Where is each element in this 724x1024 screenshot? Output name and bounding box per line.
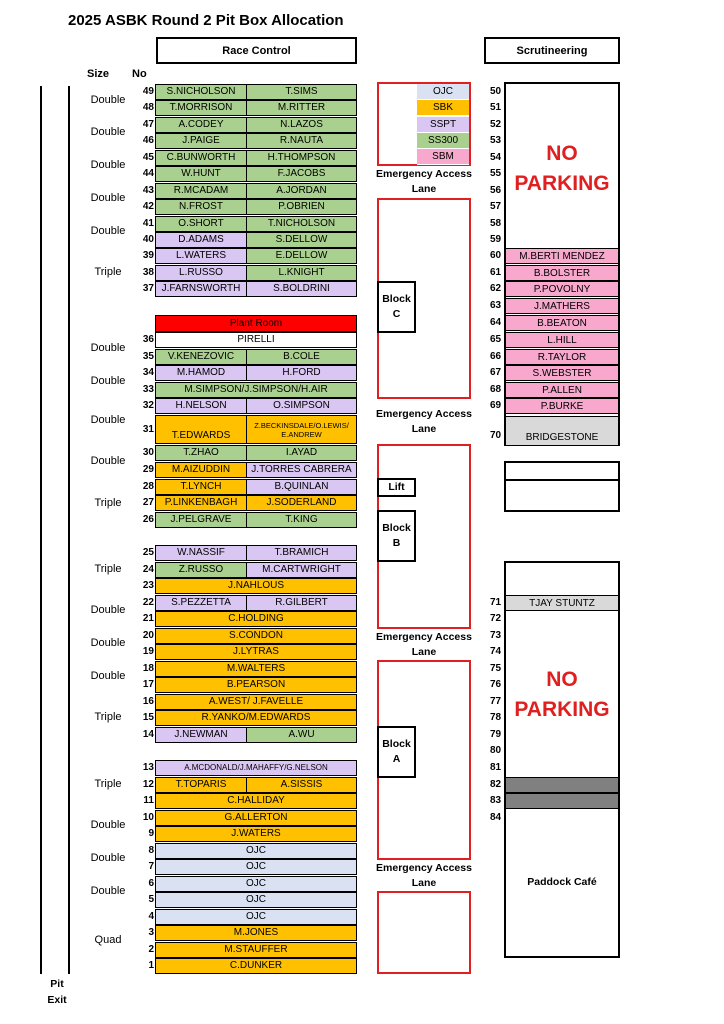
emergency-lane-3: Emergency Access Lane — [376, 631, 472, 658]
pit-box-team-cell: M.CARTWRIGHT — [247, 562, 357, 578]
box-number: 25 — [142, 547, 154, 558]
pit-box-team-cell: M.AIZUDDIN — [155, 462, 247, 478]
right-pit-box: BRIDGESTONE — [506, 416, 618, 446]
right-box-number: 83 — [490, 795, 502, 806]
pit-lane-line-outer — [40, 86, 42, 974]
pit-box-team-cell: C.DUNKER — [155, 958, 357, 974]
no-parking-upper — [506, 139, 618, 199]
box-number: 47 — [142, 119, 154, 130]
pit-box-team-cell: O.SIMPSON — [247, 398, 357, 414]
pit-box-team-cell: OJC — [155, 892, 357, 908]
right-box-number: 66 — [490, 351, 502, 362]
pit-box-team-cell: J.FARNSWORTH — [155, 281, 247, 297]
block-c: Block C — [377, 281, 416, 333]
pit-box-team-cell: N.LAZOS — [247, 117, 357, 133]
small-empty-box — [504, 461, 620, 481]
pit-box-team-cell: T.KING — [247, 512, 357, 528]
page-title: 2025 ASBK Round 2 Pit Box Allocation — [68, 12, 344, 29]
right-box-number: 63 — [490, 300, 502, 311]
right-box-number: 80 — [490, 745, 502, 756]
race-control-header: Race Control — [156, 37, 357, 64]
right-box-number: 84 — [490, 812, 502, 823]
pit-box-team-cell: F.JACOBS — [247, 166, 357, 182]
box-number: 18 — [142, 663, 154, 674]
pit-box-team-cell: OJC — [155, 843, 357, 859]
right-box-number: 82 — [490, 779, 502, 790]
pit-box-team-cell: V.KENEZOVIC — [155, 349, 247, 365]
right-pit-box: P.BURKE — [506, 398, 618, 414]
pit-box-team-cell: M.HAMOD — [155, 365, 247, 381]
right-box-number: 69 — [490, 400, 502, 411]
box-number: 31 — [142, 423, 154, 435]
box-number: 2 — [148, 944, 154, 955]
box-number: 13 — [142, 762, 154, 773]
pit-box-team-cell: P.OBRIEN — [247, 199, 357, 215]
pit-box-team-cell: Z.BECKINSDALE/O.LEWIS/ E.ANDREW — [247, 415, 357, 444]
right-box-number: 64 — [490, 317, 502, 328]
right-box-number: 79 — [490, 729, 502, 740]
pit-box-team-cell: A.CODEY — [155, 117, 247, 133]
right-box-number: 52 — [490, 119, 502, 130]
emergency-lane-4: Emergency Access Lane — [376, 862, 472, 889]
pit-box-team-cell: H.THOMPSON — [247, 150, 357, 166]
box-number: 16 — [142, 696, 154, 707]
size-label: Double — [90, 225, 126, 237]
pit-box-team-cell: M.WALTERS — [155, 661, 357, 677]
pit-box-team-cell: M.STAUFFER — [155, 942, 357, 958]
box-number: 37 — [142, 283, 154, 294]
pit-box-team-cell: A.SISSIS — [247, 777, 357, 793]
pit-box-team-cell: E.DELLOW — [247, 248, 357, 264]
size-label: Triple — [94, 266, 122, 278]
pit-box-team-cell: PIRELLI — [155, 332, 357, 348]
legend-item: SBM — [417, 149, 469, 165]
pit-box-team-cell: T.SIMS — [247, 84, 357, 100]
pit-box-team-cell: R.GILBERT — [247, 595, 357, 611]
right-pit-box: M.BERTI MENDEZ — [506, 248, 618, 264]
size-column-header: Size — [87, 68, 110, 80]
legend-item: SBK — [417, 100, 469, 116]
pit-box-team-cell: T.EDWARDS — [155, 415, 247, 444]
box-number: 41 — [142, 218, 154, 229]
emergency-lane-2: Emergency Access Lane — [376, 408, 472, 435]
size-label: Double — [90, 604, 126, 616]
size-label: Double — [90, 852, 126, 864]
size-label: Double — [90, 885, 126, 897]
pit-box-team-cell: M.JONES — [155, 925, 357, 941]
pit-box-team-cell: A.WEST/ J.FAVELLE — [155, 694, 357, 710]
pit-box-team-cell: T.MORRISON — [155, 100, 247, 116]
pit-box-team-cell: R.NAUTA — [247, 133, 357, 149]
right-pit-box: R.TAYLOR — [506, 349, 618, 365]
no-parking-upper-text: NO PARKING — [514, 142, 610, 195]
box-number: 38 — [142, 267, 154, 278]
right-box-number: 72 — [490, 613, 502, 624]
size-label: Double — [90, 375, 126, 387]
box-number: 36 — [142, 334, 154, 345]
pit-box-team-cell: J.PAIGE — [155, 133, 247, 149]
scrutineering-header: Scrutineering — [484, 37, 620, 64]
right-box-number: 55 — [490, 168, 502, 179]
box-number: 27 — [142, 497, 154, 508]
pit-box-team-cell: W.HUNT — [155, 166, 247, 182]
pit-exit-line-2: Exit — [47, 994, 67, 1006]
pit-box-team-cell: T.NICHOLSON — [247, 216, 357, 232]
pit-box-team-cell: L.RUSSO — [155, 265, 247, 281]
right-box-number: 81 — [490, 762, 502, 773]
right-box-number: 59 — [490, 234, 502, 245]
legend-item: OJC — [417, 84, 469, 100]
pit-box-team-cell: J.TORRES CABRERA — [247, 462, 357, 478]
size-label: Double — [90, 94, 126, 106]
right-box-number: 75 — [490, 663, 502, 674]
size-label: Double — [90, 637, 126, 649]
right-box-number: 56 — [490, 185, 502, 196]
right-box-number: 54 — [490, 152, 502, 163]
box-number: 35 — [142, 351, 154, 362]
box-number: 5 — [148, 894, 154, 905]
right-pit-box: S.WEBSTER — [506, 365, 618, 381]
box-number: 39 — [142, 250, 154, 261]
pit-box-team-cell: L.WATERS — [155, 248, 247, 264]
pit-box-team-cell: M.RITTER — [247, 100, 357, 116]
box-number: 14 — [142, 729, 154, 740]
pit-box-team-cell: J.WATERS — [155, 826, 357, 842]
size-label: Double — [90, 192, 126, 204]
box-number: 43 — [142, 185, 154, 196]
box-number: 10 — [142, 812, 154, 823]
size-label: Double — [90, 414, 126, 426]
pit-box-team-cell: S.DELLOW — [247, 232, 357, 248]
size-label: Triple — [94, 497, 122, 509]
box-number: 40 — [142, 234, 154, 245]
pit-box-team-cell: S.BOLDRINI — [247, 281, 357, 297]
empty-box — [504, 479, 620, 512]
box-number: 20 — [142, 630, 154, 641]
right-box-number: 76 — [490, 679, 502, 690]
box-number: 8 — [148, 845, 154, 856]
right-box-number: 70 — [490, 430, 502, 441]
right-box-number: 62 — [490, 283, 502, 294]
size-label: Double — [90, 126, 126, 138]
size-label: Quad — [94, 934, 122, 946]
box-number: 48 — [142, 102, 154, 113]
no-parking-lower — [506, 665, 618, 725]
right-box-number: 60 — [490, 250, 502, 261]
box-number: 44 — [142, 168, 154, 179]
box-number: 9 — [148, 828, 154, 839]
size-label: Triple — [94, 563, 122, 575]
legend-item: SS300 — [417, 133, 469, 149]
pit-box-team-cell: N.FROST — [155, 199, 247, 215]
legend-item: SSPT — [417, 117, 469, 133]
pit-box-team-cell: A.JORDAN — [247, 183, 357, 199]
emergency-lane-1: Emergency Access Lane — [376, 168, 472, 195]
box-number: 11 — [143, 795, 154, 806]
right-pit-box: P.ALLEN — [506, 382, 618, 398]
pit-box-team-cell: J.NAHLOUS — [155, 578, 357, 594]
pit-box-team-cell: OJC — [155, 909, 357, 925]
right-box-number: 73 — [490, 630, 502, 641]
pit-box-team-cell: R.YANKO/M.EDWARDS — [155, 710, 357, 726]
box-number: 45 — [142, 152, 154, 163]
pit-box-team-cell: OJC — [155, 876, 357, 892]
box-number: 33 — [142, 384, 154, 395]
pit-box-team-cell: O.SHORT — [155, 216, 247, 232]
right-pit-box: B.BEATON — [506, 315, 618, 331]
pit-box-team-cell: J.NEWMAN — [155, 727, 247, 743]
box-number: 28 — [142, 481, 154, 492]
size-label: Double — [90, 819, 126, 831]
pit-box-team-cell: T.BRAMICH — [247, 545, 357, 561]
pit-box-team-cell: T.ZHAO — [155, 445, 247, 461]
box-number: 3 — [148, 927, 154, 938]
number-column-header: No — [132, 68, 147, 80]
pit-box-team-cell: I.AYAD — [247, 445, 357, 461]
pit-box-team-cell: T.LYNCH — [155, 479, 247, 495]
box-number: 7 — [148, 861, 154, 872]
pit-box-team-cell: H.NELSON — [155, 398, 247, 414]
box-number: 6 — [148, 878, 154, 889]
right-box-number: 78 — [490, 712, 502, 723]
lower-right-area — [504, 561, 620, 958]
box-number: 46 — [142, 135, 154, 146]
pit-exit-line-1: Pit — [50, 978, 64, 990]
box-number: 34 — [142, 367, 154, 378]
right-box-number: 53 — [490, 135, 502, 146]
right-box-number: 67 — [490, 367, 502, 378]
box-number: 24 — [142, 564, 154, 575]
pit-box-team-cell: J.SODERLAND — [247, 495, 357, 511]
right-box-number: 57 — [490, 201, 502, 212]
pit-box-team-cell: C.HALLIDAY — [155, 793, 357, 809]
pit-box-team-cell: A.MCDONALD/J.MAHAFFY/G.NELSON — [155, 760, 357, 776]
size-label: Double — [90, 159, 126, 171]
block-a: Block A — [377, 726, 416, 778]
right-pit-box: J.MATHERS — [506, 298, 618, 314]
box-number: 23 — [142, 580, 154, 591]
box-number: 29 — [142, 464, 154, 475]
pit-lane-line-inner — [68, 86, 70, 974]
no-parking-lower-text: NO PARKING — [514, 668, 610, 721]
right-box-number: 58 — [490, 218, 502, 229]
pit-box-team-cell: S.CONDON — [155, 628, 357, 644]
pit-box-team-cell: B.QUINLAN — [247, 479, 357, 495]
pit-box-team-cell: J.PELGRAVE — [155, 512, 247, 528]
pit-box-team-cell: M.SIMPSON/J.SIMPSON/H.AIR — [155, 382, 357, 398]
box-number: 49 — [142, 86, 154, 97]
right-box-number: 61 — [490, 267, 502, 278]
right-pit-box — [506, 793, 618, 809]
pit-box-team-cell: R.MCADAM — [155, 183, 247, 199]
pit-box-team-cell: A.WU — [247, 727, 357, 743]
pit-box-team-cell: S.NICHOLSON — [155, 84, 247, 100]
box-number: 21 — [142, 613, 154, 624]
box-number: 12 — [142, 779, 154, 790]
right-pit-box: TJAY STUNTZ — [506, 595, 618, 611]
plant-room: Plant Room — [155, 315, 357, 332]
size-label: Double — [90, 670, 126, 682]
box-number: 15 — [142, 712, 154, 723]
size-label: Double — [90, 342, 126, 354]
pit-box-team-cell: T.TOPARIS — [155, 777, 247, 793]
right-box-number: 50 — [490, 86, 502, 97]
pit-box-team-cell: B.PEARSON — [155, 677, 357, 693]
block-b: Block B — [377, 510, 416, 562]
box-number: 19 — [142, 646, 154, 657]
pit-box-team-cell: C.HOLDING — [155, 611, 357, 627]
pit-box-team-cell: H.FORD — [247, 365, 357, 381]
box-number: 30 — [142, 447, 154, 458]
right-box-number: 74 — [490, 646, 502, 657]
pit-box-team-cell: D.ADAMS — [155, 232, 247, 248]
right-pit-box: P.POVOLNY — [506, 281, 618, 297]
right-pit-box — [506, 777, 618, 793]
zone-box-bottom — [377, 891, 471, 974]
pit-box-team-cell: C.BUNWORTH — [155, 150, 247, 166]
size-label: Triple — [94, 711, 122, 723]
pit-box-team-cell: L.KNIGHT — [247, 265, 357, 281]
size-label: Double — [90, 455, 126, 467]
box-number: 17 — [142, 679, 154, 690]
box-number: 32 — [142, 400, 154, 411]
right-box-number: 51 — [490, 102, 502, 113]
size-label: Triple — [94, 778, 122, 790]
box-number: 1 — [148, 960, 154, 971]
right-pit-box: B.BOLSTER — [506, 265, 618, 281]
pit-box-team-cell: G.ALLERTON — [155, 810, 357, 826]
lift: Lift — [377, 478, 416, 497]
box-number: 4 — [148, 911, 154, 922]
pit-box-team-cell: W.NASSIF — [155, 545, 247, 561]
box-number: 26 — [142, 514, 154, 525]
box-number: 22 — [142, 597, 154, 608]
right-box-number: 71 — [490, 597, 502, 608]
paddock-cafe: Paddock Café — [527, 876, 597, 888]
right-box-number: 77 — [490, 696, 502, 707]
box-number: 42 — [142, 201, 154, 212]
right-box-number: 68 — [490, 384, 502, 395]
pit-box-team-cell: Z.RUSSO — [155, 562, 247, 578]
pit-box-team-cell: P.LINKENBAGH — [155, 495, 247, 511]
pit-box-team-cell: OJC — [155, 859, 357, 875]
pit-exit-label — [42, 976, 72, 1008]
pit-box-team-cell: B.COLE — [247, 349, 357, 365]
right-box-number: 65 — [490, 334, 502, 345]
pit-box-team-cell: J.LYTRAS — [155, 644, 357, 660]
pit-box-team-cell: S.PEZZETTA — [155, 595, 247, 611]
right-pit-box: L.HILL — [506, 332, 618, 348]
